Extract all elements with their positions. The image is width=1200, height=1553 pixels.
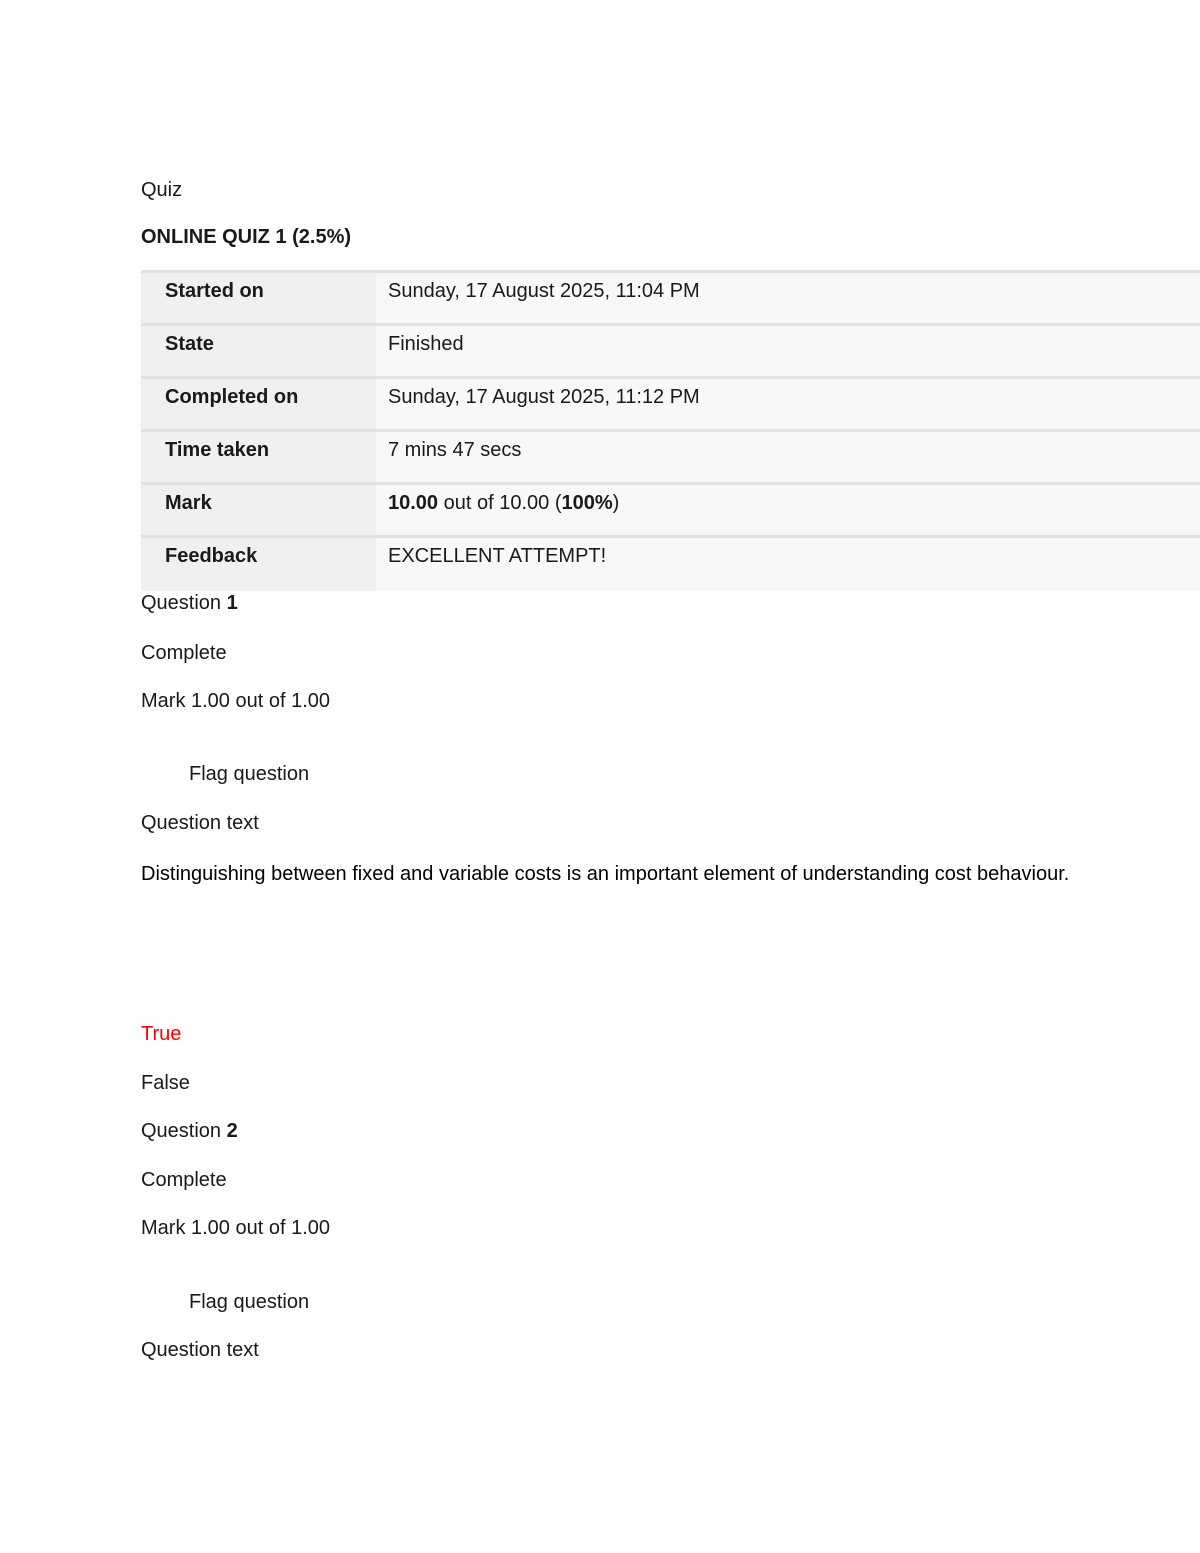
question-label: Question xyxy=(141,592,227,614)
question-1-option-true[interactable]: True xyxy=(141,1023,182,1045)
question-1-text: Distinguishing between fixed and variable costs is an important element of understanding cost behaviour. xyxy=(141,863,1070,885)
question-1-status: Complete xyxy=(141,642,227,664)
summary-label: Completed on xyxy=(141,379,376,429)
summary-value: Finished xyxy=(376,326,1200,376)
question-1-flag-button[interactable]: Flag question xyxy=(189,763,310,785)
question-2-status: Complete xyxy=(141,1169,227,1191)
summary-value: 7 mins 47 secs xyxy=(376,432,1200,482)
summary-label: Started on xyxy=(141,273,376,323)
summary-row-state xyxy=(141,326,1200,379)
question-number: 1 xyxy=(226,592,238,614)
summary-label: State xyxy=(141,326,376,376)
question-1-mark: Mark 1.00 out of 1.00 xyxy=(141,690,331,712)
mark-out-of: out of 10.00 ( xyxy=(438,492,562,514)
summary-row-completed xyxy=(141,379,1200,432)
question-1-text-label: Question text xyxy=(141,812,259,834)
summary-value: EXCELLENT ATTEMPT! xyxy=(376,538,1200,591)
question-2-text-label: Question text xyxy=(141,1339,259,1361)
summary-value xyxy=(376,485,1200,535)
attempt-summary-table xyxy=(141,270,1200,591)
mark-score: 10.00 xyxy=(388,492,439,514)
question-2-heading xyxy=(141,1117,238,1145)
summary-row-feedback xyxy=(141,538,1200,591)
summary-label: Time taken xyxy=(141,432,376,482)
summary-value: Sunday, 17 August 2025, 11:12 PM xyxy=(376,379,1200,429)
quiz-title: ONLINE QUIZ 1 (2.5%) xyxy=(141,226,352,248)
question-label: Question xyxy=(141,1120,227,1142)
question-2-mark: Mark 1.00 out of 1.00 xyxy=(141,1217,331,1239)
summary-row-mark xyxy=(141,485,1200,538)
summary-row-started xyxy=(141,273,1200,326)
question-1-option-false[interactable]: False xyxy=(141,1072,190,1094)
breadcrumb[interactable]: Quiz xyxy=(141,179,183,201)
summary-value: Sunday, 17 August 2025, 11:04 PM xyxy=(376,273,1200,323)
summary-label: Feedback xyxy=(141,538,376,591)
question-2-flag-button[interactable]: Flag question xyxy=(189,1291,310,1313)
summary-label: Mark xyxy=(141,485,376,535)
mark-close: ) xyxy=(612,492,620,514)
question-number: 2 xyxy=(226,1120,238,1142)
question-1-heading xyxy=(141,589,238,617)
mark-percent: 100% xyxy=(561,492,613,514)
summary-row-time-taken xyxy=(141,432,1200,485)
